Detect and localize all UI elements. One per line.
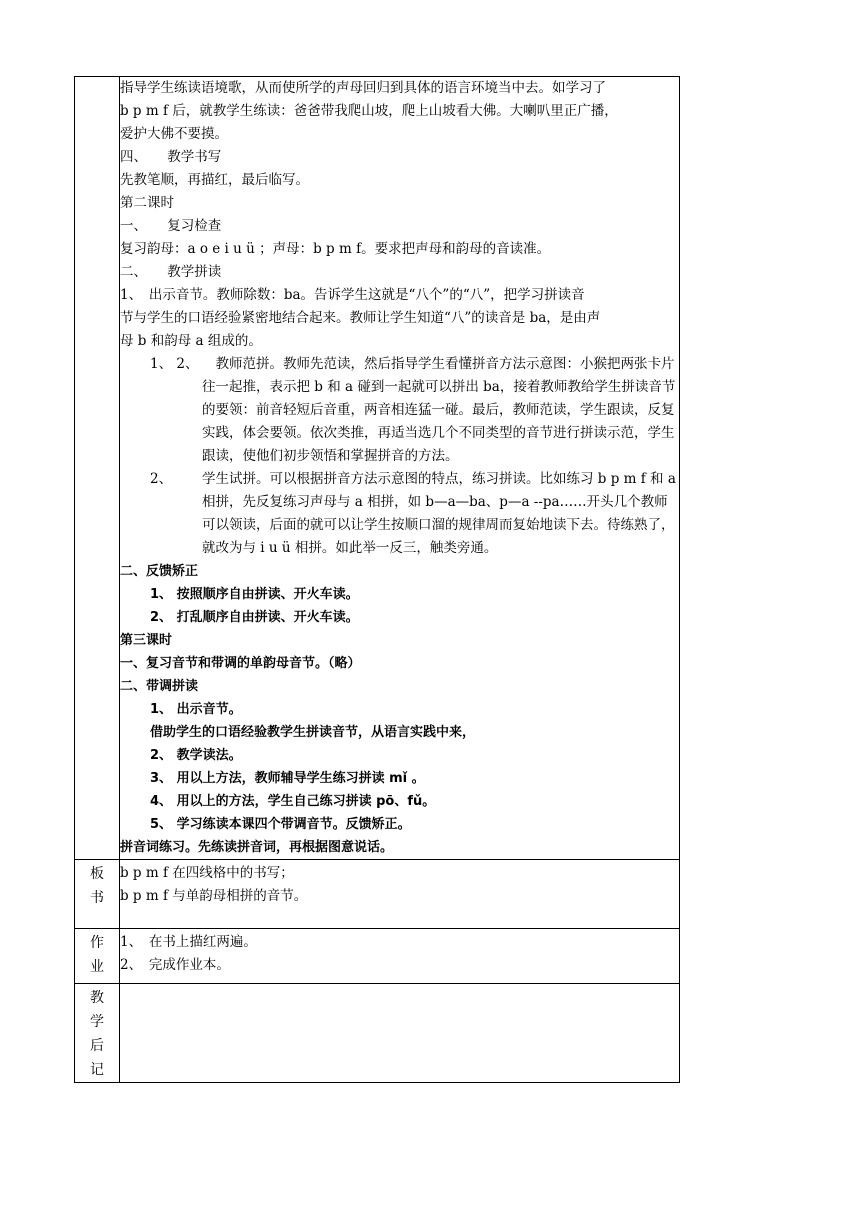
board-row	[75, 860, 680, 929]
section-heading: 第二课时	[120, 195, 174, 211]
reflection-label: 教 学 后 记	[90, 990, 104, 1078]
reflection-label-cell	[75, 984, 120, 1083]
homework-content-cell	[120, 929, 680, 984]
text-line: 爱护大佛不要摸。	[120, 126, 228, 142]
list-item: 4、 用以上的方法，学生自己练习拼读 pō、fǔ。	[150, 794, 436, 809]
list-item: 1、 按照顺序自由拼读、开火车读。	[150, 587, 359, 602]
section-heading: 一、复习音节和带调的单韵母音节。（略）	[120, 656, 361, 671]
list-item-number: 1、 2、	[150, 356, 199, 372]
lesson-row	[75, 77, 680, 860]
section-heading: 四、 教学书写	[120, 149, 222, 165]
homework-label: 作 业	[90, 935, 104, 975]
section-heading: 二、反馈矫正	[120, 564, 199, 579]
board-label-cell	[75, 860, 120, 929]
list-item-number: 2、	[150, 471, 173, 487]
homework-row	[75, 929, 680, 984]
list-item: 2、 教学读法。	[150, 748, 242, 763]
list-item: 1、 在书上描红两遍。	[120, 934, 257, 950]
list-item	[120, 468, 679, 560]
text-line: 借助学生的口语经验教学生拼读音节，从语言实践中来，	[150, 725, 476, 740]
list-item: 3、 用以上方法，教师辅导学生练习拼读 mǐ 。	[150, 771, 425, 786]
text-line: b p m f 与单韵母相拼的音节。	[120, 888, 308, 904]
board-label: 板 书	[90, 866, 104, 906]
list-item-text: 教师范拼。教师先范读，然后指导学生看懂拼音方法示意图：小猴把两张卡片往一起推，表示把 b 和 a 碰到一起就可以拼出 ba，接着教师教给学生拼读音节的要领：前音轻短后音重，两音相连猛一碰。最后，教师范读，学生跟读，反复实践，体会要领。依次类推，再适当选几个不同类型的音节进行拼读示范，学生跟读，使他们初步领悟和掌握拼音的方法。	[202, 356, 676, 464]
list-item-text: 学生试拼。可以根据拼音方法示意图的特点，练习拼读。比如练习 b p m f 和 a 相拼，先反复练习声母与 a 相拼，如 b—a—ba、p—a --pa……开头几个教师可以领读，后面的就可以让学生按顺口溜的规律周而复始地读下去。待练熟了，就改为与 i u ü 相拼。如此举一反三，触类旁通。	[202, 471, 676, 556]
text-line: b p m f 在四线格中的书写；	[120, 865, 294, 881]
reflection-content-cell	[120, 984, 680, 1083]
text-line: b p m f 后，就教学生练读：爸爸带我爬山坡，爬上山坡看大佛。大喇叭里正广播，	[120, 103, 618, 119]
text-line: 先教笔顺，再描红，最后临写。	[120, 172, 309, 188]
text-line: 1、 出示音节。教师除数：ba。告诉学生这就是“八个”的“八”，把学习拼读音	[120, 287, 585, 303]
text-line: 母 b 和韵母 a 组成的。	[120, 333, 262, 349]
list-item: 1、 出示音节。	[150, 702, 242, 717]
text-line: 节与学生的口语经验紧密地结合起来。教师让学生知道“八”的读音是 ba，是由声	[120, 310, 601, 326]
text-line: 拼音词练习。先练读拼音词，再根据图意说话。	[120, 840, 394, 855]
section-heading: 第三课时	[120, 633, 173, 648]
list-item: 2、 完成作业本。	[120, 957, 230, 973]
homework-label-cell	[75, 929, 120, 984]
text-line: 复习韵母：a o e i u ü ；声母：b p m f。要求把声母和韵母的音读准。	[120, 241, 551, 257]
section-heading: 二、带调拼读	[120, 679, 199, 694]
text-line: 指导学生练读语境歌，从而使所学的声母回归到具体的语言环境当中去。如学习了	[120, 80, 606, 96]
lesson-label-cell	[75, 77, 120, 860]
list-item: 5、 学习练读本课四个带调音节。反馈矫正。	[150, 817, 411, 832]
lesson-content-cell	[120, 77, 680, 860]
reflection-row	[75, 984, 680, 1083]
lesson-plan-table	[74, 76, 680, 1083]
board-content-cell	[120, 860, 680, 929]
list-item: 2、 打乱顺序自由拼读、开火车读。	[150, 610, 359, 625]
section-heading: 二、 教学拼读	[120, 264, 222, 280]
list-item	[120, 353, 679, 468]
section-heading: 一、 复习检查	[120, 218, 222, 234]
